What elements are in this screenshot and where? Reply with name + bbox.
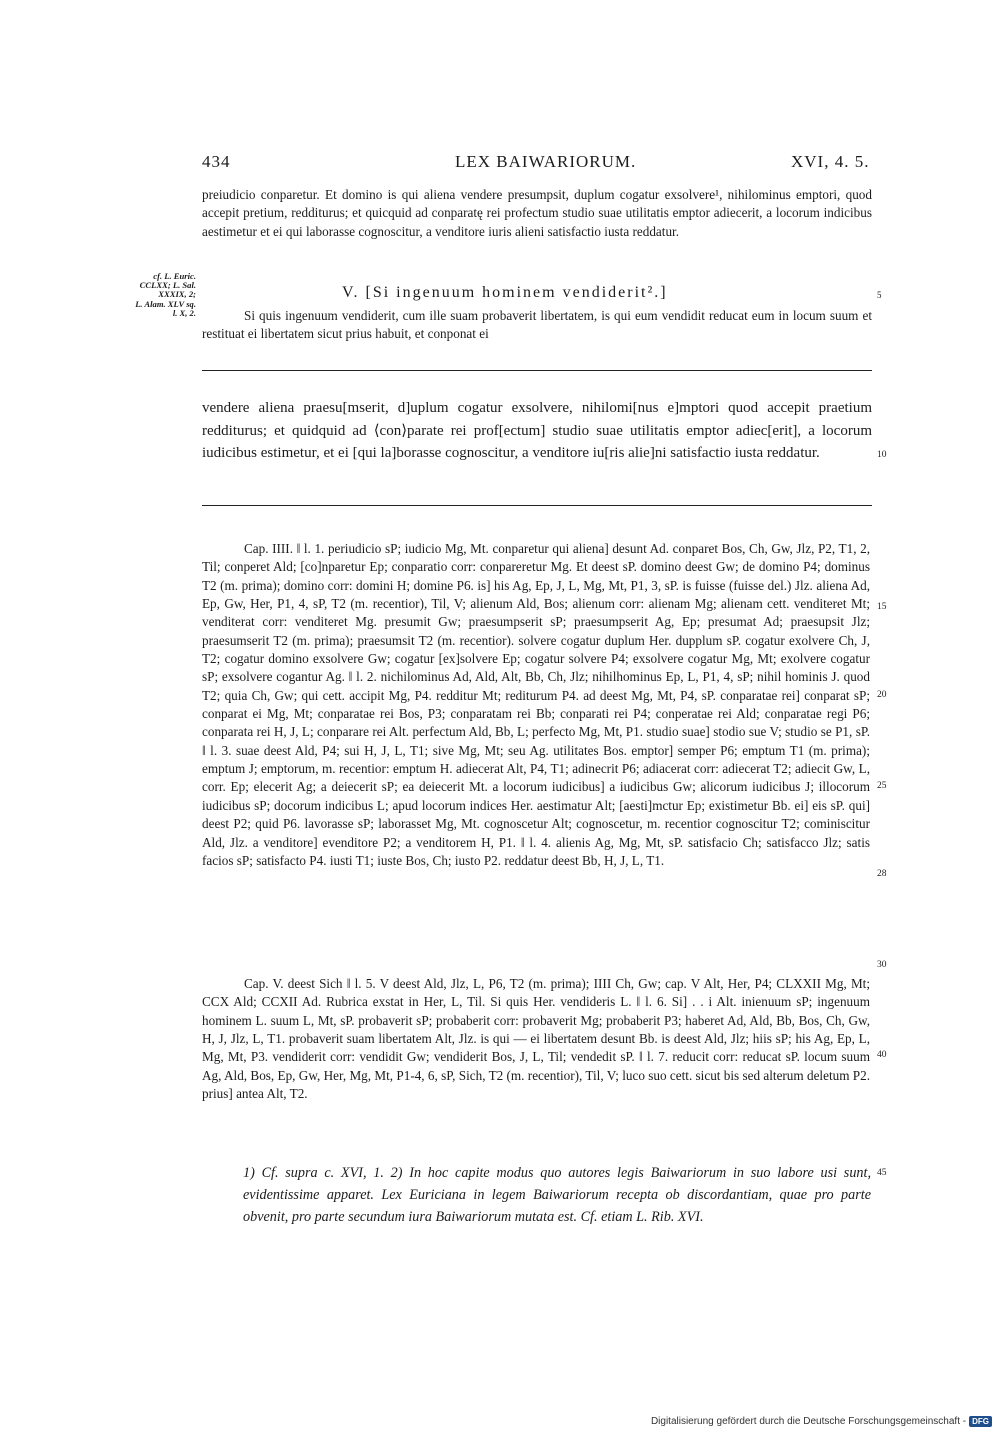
upper-text-block <box>202 186 872 241</box>
line-number-10: 10 <box>877 450 887 460</box>
marginal-note-line: XXXIX, 2; <box>158 289 196 300</box>
running-title: LEX BAIWARIORUM. <box>455 152 637 171</box>
section-reference: XVI, 4. 5. <box>791 152 870 171</box>
line-number: 28 <box>877 869 887 879</box>
dfg-logo: DFG <box>969 1416 992 1427</box>
main-paragraph: vendere aliena praesu[mserit, d]uplum cogatur exsolvere, nihilomi[nus e]mptori quod accepit praetium redditurus; et quidquid ad ⟨con⟩parate rei prof[ectum] studio suae utilitatis emptor adiec[erit], a locorum iudicibus estimetur, et ei [qui la]borasse cognoscitur, a venditore iu[ris alie]ni satisfactio iusta reddatur. <box>202 400 872 461</box>
line-number-5: 5 <box>877 290 882 300</box>
credit-text: Digitalisierung gefördert durch die Deutsche Forschungsgemeinschaft - <box>650 1416 967 1428</box>
apparatus-cap-4 <box>202 540 870 870</box>
marginal-note <box>106 272 196 318</box>
chapter-heading: V. [Si ingenuum hominem vendiderit².] <box>342 284 668 301</box>
page-number: 434 <box>202 152 231 171</box>
apparatus-paragraph: Cap. IIII. ‖ l. 1. periudicio sP; iudicio Mg, Mt. conparetur qui aliena] desunt Ad. conparet Bos, Ch, Gw, Jlz, P2, T1, 2, Til; conperet Ald; [co]nparetur Ep; conparatio corr: conpareretur Mg. Et deest sP. domino deest Gw; de domino P4; dominus T2 (m. prima); domino corr: domini H; domine P6. is] his Ag, Ep, J, L, Mg, Mt, P1, 3, sP. is fuisse (fuisse del.) Jlz. aliena Ad, Ep, Gw, Her, P1, 4, sP, T2 (m. recentior), Til, V; alienum Ald, Bos; alienum corr: alienam Mg; alienam cett. venditeret Mt; venditerat corr: venditeret Mg. presumit Gw; praesumpserit sP; praesumpserit Ag, Ep; presumat Ad; praesupsit Jlz; praesumserit T2 (m. prima); praesumsit T2 (m. recentior). solvere cogatur duplum Her. dupplum sP. cogatur exolvere Ch, J, T2; cogatur domino exsolvere Gw; cogatur [ex]solvere Ep; cogatur solvere P4; exsolvere cogatur Mg, Mt; exolvere cogatur sP; exsolvere cogantur Ag. ‖ l. 2. nichilominus Ad, Ald, Alt, Bb, Ch, Jlz; nihilhominus Ep, L, P1, 4, sP; nihil hominis J. quod T2; quia Ch, Gw; qui cett. accipit Mg, P4. redditur Mt; rediturum P4. ad deest Mg, Mt, P4, sP. conparatae rei] conparat sP; conparat ei Mg, Mt; conparatae rei Bos, P3; conparatam rei Bb; conparati rei P4; conperatae rei Ald; conparatae regi P6; conparata rei H, J, L; conparare rei Alt. perfectum Ald, Bb, L; perfecto Mg, Mt, P1. studio suae] stodio sue V; studio se P1, sP. ‖ l. 3. suae deest Ald, P4; sui H, J, L, T1; sive Mg, Mt; seu Ag. utilitates Bos. emptor] semper P6; emptum T1 (m. prima); emptum J; emptorum, m. recentior: emptum H. adiecerat Alt, P4, T1; adinecrit P6; adiacerat corr: adiecerat T2; adiecit Gw, L, corr. Ep; elecerit Ag; a deiecerit sP; ea deiecerit Mt. a locorum iudicibus] a iudicibus Gw; alicorum iudicibus J; illocorum iudicibus sP; docorum indicibus L; apud locorum indices Her. aestimatur Alt; [aesti]mctur Ep; existimetur Bb. ei] eis sP. qui] deest P2; quid P6. lavorasse sP; laborasset Mg, Mt. cognoscetur Alt; cognoscetur, m. recentior cognoscitur T2; cominiscitur Ald, Jlz. a venditore] evenditore P2; a venditorem H, P1. ‖ l. 4. alienis Ag, Mg, Mt, sP. satisfacio Ch; satisfacco Jlz; satis facios sP; satisfacto P4. iusti T1; iuste Bos, Ch; iusto P2. reddatur deest Bb, H, J, L, T1. <box>202 541 870 868</box>
footnote-paragraph: 1) Cf. supra c. XVI, 1. 2) In hoc capite modus quo autores legis Baiwariorum in suo labore usi sunt, evidentissime apparet. Lex Euriciana in legem Baiwariorum recepta ob discordantiam, quae pro parte obvenit, pro parte secundum iura Baiwariorum mutata est. Cf. etiam L. Rib. XVI. <box>243 1165 871 1225</box>
top-paragraph: preiudicio conparetur. Et domino is qui aliena vendere presumpsit, duplum cogatur exsolvere¹, nihilominus emptori, quod accepit pretium, redditurus; et quicquid ad conparatę rei profectum studio suae utilitatis emptor adiecerit, a locorum indicibus aestimetur et ei qui laborasse cognoscitur, a venditore iuris alieni satisfactio iusta reddatur. <box>202 187 872 239</box>
line-number: 20 <box>877 690 887 700</box>
marginal-note-line: L. Alam. XLV sq. <box>135 298 196 309</box>
chapter-text <box>202 307 872 344</box>
line-number: 25 <box>877 781 887 791</box>
marginal-note-line: cf. L. Euric. <box>153 271 196 281</box>
line-number: 40 <box>877 1050 887 1060</box>
main-text-block <box>202 397 872 465</box>
footnotes <box>243 1162 871 1228</box>
marginal-note-line: CCLXX; L. Sal. <box>139 280 196 291</box>
digitization-credit <box>651 1416 992 1427</box>
separator-rule <box>202 505 872 506</box>
marginal-note-line: l. X, 2. <box>172 307 196 318</box>
line-number: 15 <box>877 602 887 612</box>
apparatus-paragraph: Cap. V. deest Sich ‖ l. 5. V deest Ald, Jlz, L, P6, T2 (m. prima); IIII Ch, Gw; cap. V Alt, Her, P4; CLXXII Mg, Mt; CCX Ald; CCXII Ad. Rubrica exstat in Her, L, Til. Si quis Her. vendideris L. ‖ l. 6. Si] . . i Alt. inienuum sP; ingenuum hominem L. suum L, Mt, sP. probaverit sP; probaberit corr: probaverit Mg; probaberit P3; haberet Ad, Ald, Bb, Bos, Ch, Gw, H, J, Jlz, L, T1. probaverit suam libertatem Alt, Jlz. is qui — ei libertatem desunt Bb. is deest Ald, Jlz; hiis sP; his Ag, Ep, L, Mg, Mt, P3. vendiderit corr: vendidit Gw; vendiderit Bos, J, L, Til; vendedit sP. ‖ l. 7. reducit corr: reducat sP. locum suum Ag, Ald, Bos, Ep, Gw, Her, Mg, Mt, P1-4, 6, sP, Sich, T2 (m. recentior), Til, V; luco suo cett. sicut bis sed alterum deletum P2. prius] antea Alt, T2. <box>202 976 870 1102</box>
apparatus-cap-5 <box>202 975 870 1103</box>
line-number: 30 <box>877 960 887 970</box>
line-number: 45 <box>877 1168 887 1178</box>
chapter-paragraph: Si quis ingenuum vendiderit, cum ille suam probaverit libertatem, is qui eum vendidit reducat eum in locum suum et restituat ei libertatem sicut prius habuit, et conponat ei <box>202 308 872 342</box>
separator-rule <box>202 370 872 371</box>
